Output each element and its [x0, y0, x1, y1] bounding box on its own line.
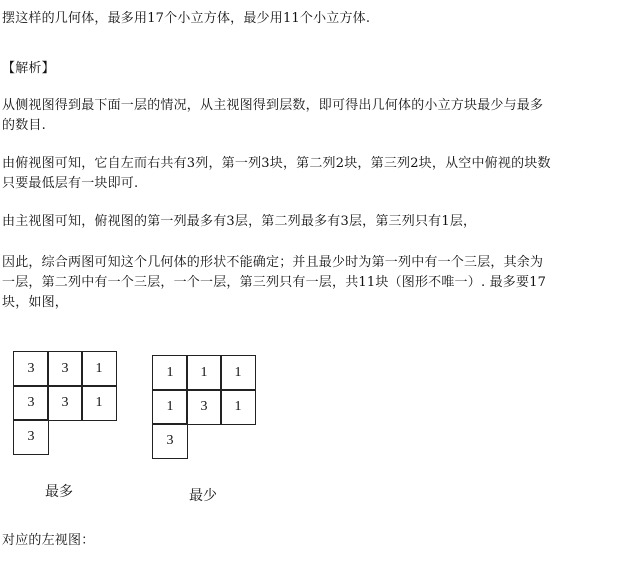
- grid-min-cell: 1: [152, 355, 188, 391]
- answer-line: 摆这样的几何体，最多用17个小立方体，最少用11个小立方体.: [2, 11, 371, 26]
- grid-min-cell: 3: [152, 423, 188, 459]
- grid-min-cell: 1: [220, 389, 256, 425]
- grid-max-cell: 1: [81, 351, 117, 387]
- grid-min-cell: 1: [220, 355, 256, 391]
- analysis-heading: 【解析】: [2, 61, 55, 76]
- grid-min-cell: 1: [152, 389, 188, 425]
- footer-line: 对应的左视图：: [2, 533, 95, 548]
- para4-line2: 一层，第二列中有一个三层，一个一层，第三列只有一层，共11块（图形不唯一）. 最多要17: [2, 275, 547, 290]
- para3-line1: 由主视图可知，俯视图的第一列最多有3层，第二列最多有3层，第三列只有1层，: [2, 214, 477, 229]
- grid-max-cell: 3: [47, 351, 83, 387]
- para2-line2: 只要最低层有一块即可.: [2, 176, 139, 191]
- grid-max-cell: 3: [47, 385, 83, 421]
- grid-max-cell: 3: [13, 419, 49, 455]
- grid-min-caption: 最少: [189, 488, 217, 504]
- grid-min-cell: 1: [186, 355, 222, 391]
- para1-line1: 从侧视图得到最下面一层的情况，从主视图得到层数，即可得出几何体的小立方块最少与最多: [2, 98, 544, 113]
- para2-line1: 由俯视图可知，它自左而右共有3列，第一列3块，第二列2块，第三列2块，从空中俯视的块数: [2, 156, 551, 171]
- grid-max-caption: 最多: [45, 484, 73, 500]
- para1-line2: 的数目.: [2, 118, 46, 133]
- grid-max-cell: 3: [13, 351, 49, 387]
- grid-max-cell: 3: [13, 385, 49, 421]
- para4-line3: 块，如图，: [2, 295, 69, 310]
- grid-min-cell: 3: [186, 389, 222, 425]
- para4-line1: 因此，综合两图可知这个几何体的形状不能确定；并且最少时为第一列中有一个三层，其余为: [2, 255, 544, 270]
- grid-max-cell: 1: [81, 385, 117, 421]
